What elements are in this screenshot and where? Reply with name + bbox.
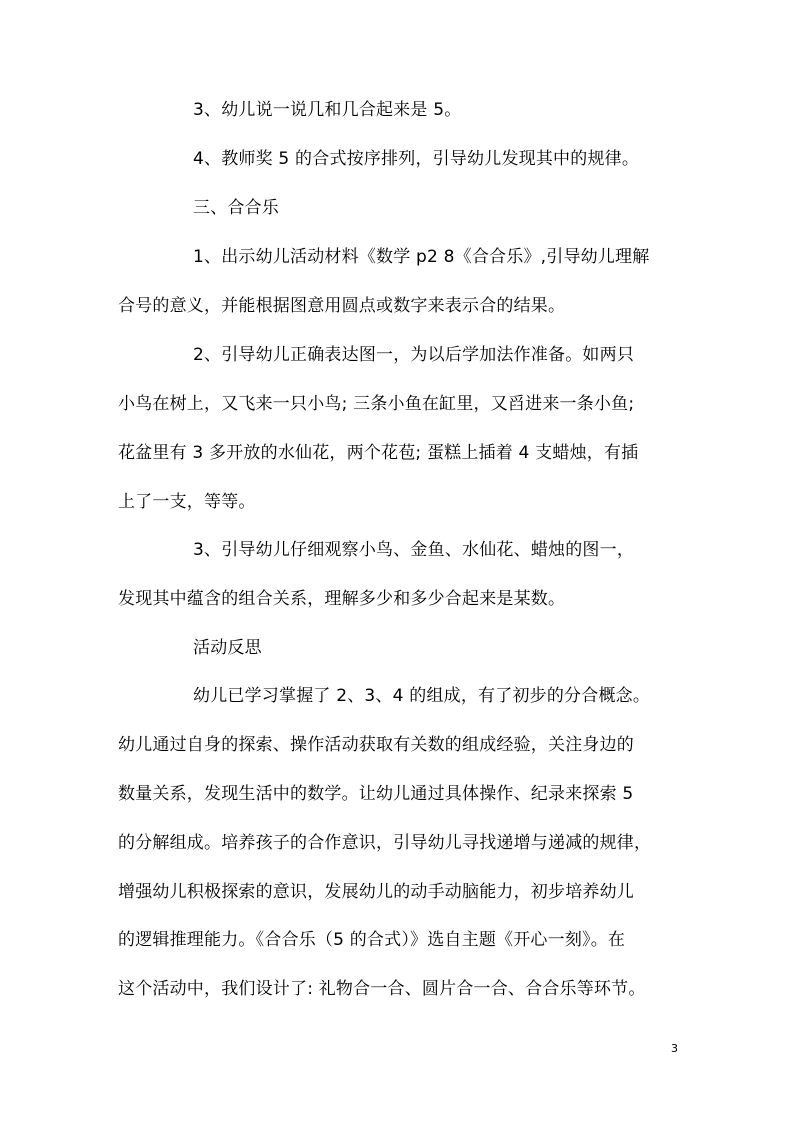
text-line: 上了一支，等等。	[118, 492, 256, 512]
text-line: 4、教师奖 5 的合式按序排列，引导幼儿发现其中的规律。	[193, 149, 640, 169]
text-line: 数量关系，发现生活中的数学。让幼儿通过具体操作、纪录来探索 5	[118, 784, 634, 804]
text-line: 的分解组成。培养孩子的合作意识，引导幼儿寻找递增与递减的规律，	[118, 833, 652, 853]
text-line: 幼儿已学习掌握了 2、3、4 的组成，有了初步的分合概念。	[193, 686, 651, 706]
text-line: 花盆里有 3 多开放的水仙花，两个花苞; 蛋糕上插着 4 支蜡烛，有插	[118, 443, 639, 463]
text-line: 小鸟在树上，又飞来一只小鸟; 三条小鱼在缸里，又舀进来一条小鱼;	[118, 394, 635, 414]
page-number: 3	[671, 1042, 678, 1055]
text-line: 2、引导幼儿正确表达图一，为以后学加法作准备。如两只	[193, 345, 635, 365]
text-line: 幼儿通过自身的探索、操作活动获取有关数的组成经验，关注身边的	[118, 735, 634, 755]
text-line: 1、出示幼儿活动材料《数学 p2 8《合合乐》,引导幼儿理解	[193, 247, 650, 267]
section-heading: 活动反思	[193, 638, 262, 658]
text-line: 3、幼儿说一说几和几合起来是 5。	[193, 100, 462, 120]
text-line: 这个活动中，我们设计了: 礼物合一合、圆片合一合、合合乐等环节。	[118, 979, 646, 999]
section-heading: 三、合合乐	[193, 198, 279, 218]
text-line: 合号的意义，并能根据图意用圆点或数字来表示合的结果。	[118, 296, 566, 316]
text-line: 3、引导幼儿仔细观察小鸟、金鱼、水仙花、蜡烛的图一，	[193, 540, 635, 560]
text-line: 发现其中蕴含的组合关系，理解多少和多少合起来是某数。	[118, 589, 566, 609]
text-line: 增强幼儿积极探索的意识，发展幼儿的动手动脑能力，初步培养幼儿	[118, 882, 634, 902]
text-line: 的逻辑推理能力。《合合乐（5 的合式）》选自主题《开心一刻》。在	[118, 930, 626, 950]
